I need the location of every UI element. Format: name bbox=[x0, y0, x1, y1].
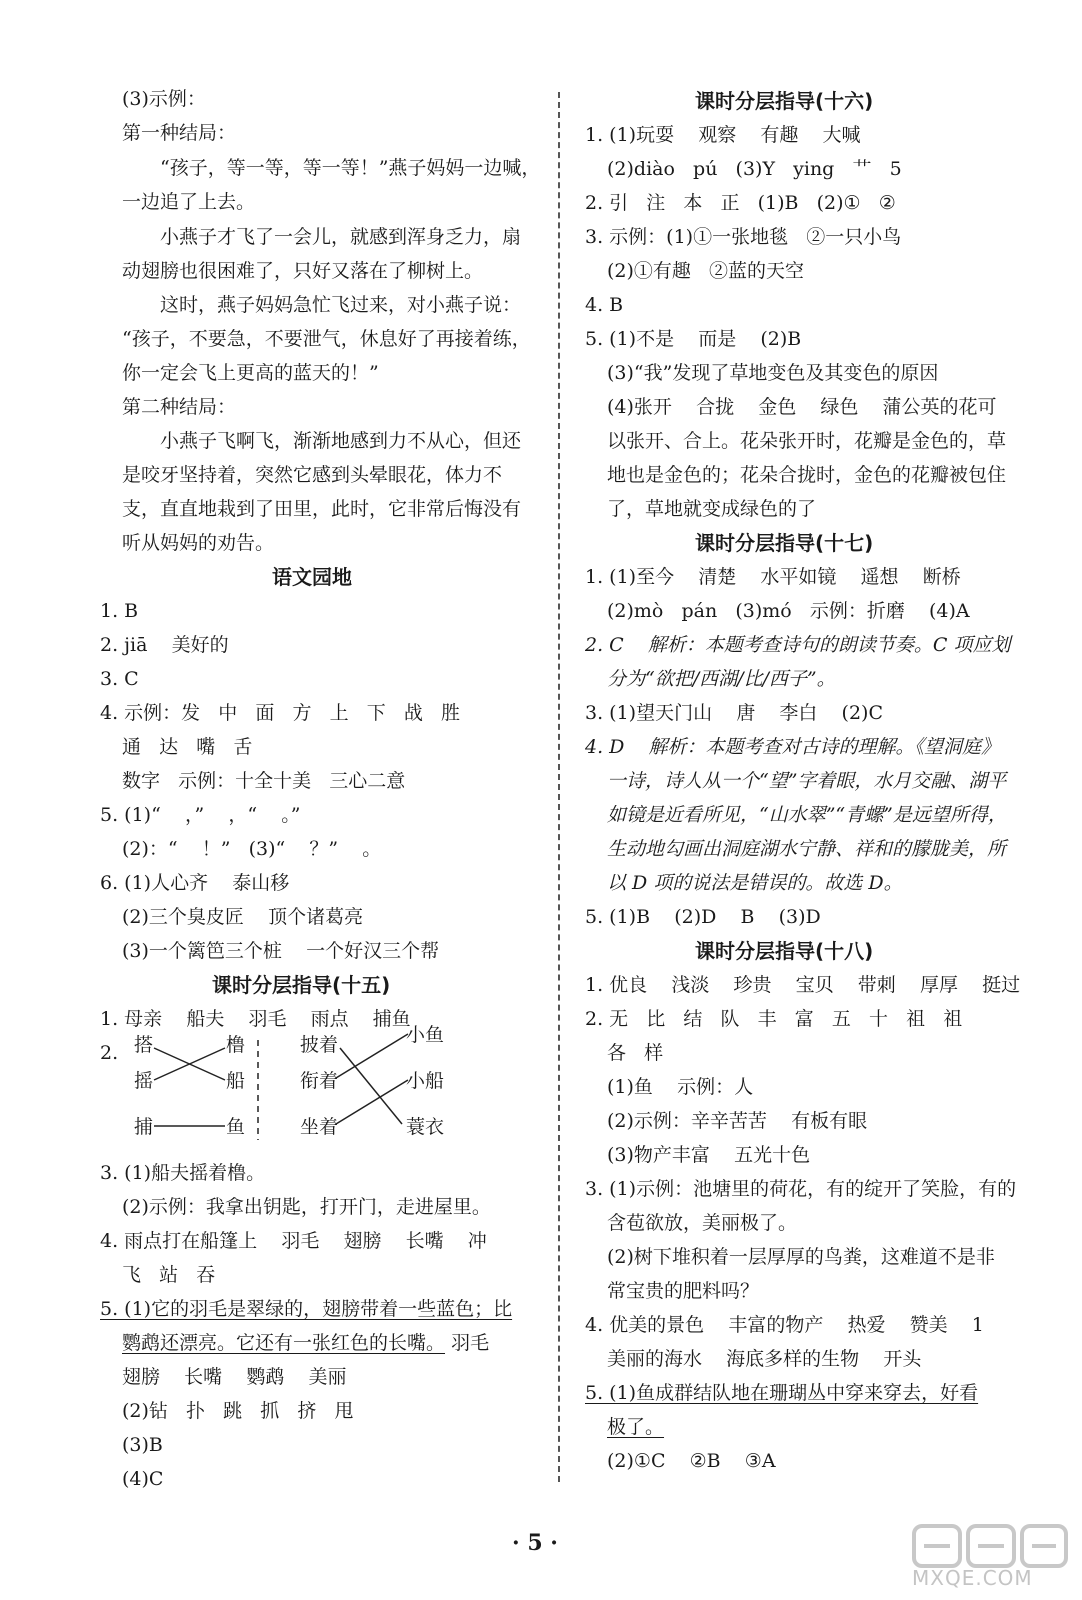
match-right-item: 鱼 bbox=[226, 1116, 246, 1138]
text-line: “孩子，不要急，不要泄气，休息好了再接着练， bbox=[122, 328, 531, 350]
answer-line: (4)张开 合拢 金色 绿色 蒲公英的花可 bbox=[607, 396, 997, 418]
answer-line: (2)钻 扑 跳 抓 挤 甩 bbox=[122, 1400, 354, 1422]
answer-line: 3. (1)示例：池塘里的荷花，有的绽开了笑脸，有的 bbox=[585, 1178, 1017, 1200]
answer-line: 各 样 bbox=[607, 1042, 664, 1064]
text-line: 支，直直地栽到了田里，此时，它非常后悔没有 bbox=[122, 498, 522, 520]
answer-line: 2. bbox=[100, 1042, 119, 1064]
match-right-item: 小鱼 bbox=[406, 1024, 445, 1046]
answer-line: 3. C bbox=[100, 668, 139, 690]
answer-line: 2. 引 注 本 正 (1)B (2)① ② bbox=[585, 192, 896, 214]
answer-line: 常宝贵的肥料吗？ bbox=[607, 1280, 760, 1302]
answer-line: (2)示例：辛辛苦苦 有板有眼 bbox=[607, 1110, 868, 1132]
answer-line: 美丽的海水 海底多样的生物 开头 bbox=[607, 1348, 922, 1370]
answer-line: 4. 雨点打在船篷上 羽毛 翅膀 长嘴 冲 bbox=[100, 1230, 487, 1252]
match-right-item: 船 bbox=[226, 1070, 246, 1092]
answer-line: 4. B bbox=[585, 294, 624, 316]
answer-line: 生动地勾画出洞庭湖水宁静、祥和的朦胧美，所 bbox=[607, 838, 1007, 860]
match-left-item: 坐着 bbox=[300, 1116, 339, 1138]
match-line bbox=[340, 1048, 402, 1124]
answer-line: 含苞欲放，美丽极了。 bbox=[607, 1212, 798, 1234]
answer-line-underlined: 5. (1)鱼成群结队地在珊瑚丛中穿来穿去，好看 bbox=[585, 1382, 979, 1404]
answer-line: 1. (1)玩耍 观察 有趣 大喊 bbox=[585, 124, 861, 146]
answer-line: (2)树下堆积着一层厚厚的鸟粪，这难道不是非 bbox=[607, 1246, 995, 1268]
match-left-item: 衔着 bbox=[300, 1070, 339, 1092]
text-line: 是咬牙坚持着，突然它感到头晕眼花，体力不 bbox=[122, 464, 503, 486]
answer-line: 以张开、合上。花朵张开时，花瓣是金色的，草 bbox=[607, 430, 1007, 452]
text-line: 你一定会飞上更高的蓝天的！” bbox=[122, 362, 379, 384]
text-line: (3)示例： bbox=[122, 88, 206, 110]
text-line: 小燕子才飞了一会儿，就感到浑身乏力，扇 bbox=[160, 226, 522, 248]
answer-line: 4. 优美的景色 丰富的物产 热爱 赞美 1 bbox=[585, 1314, 984, 1336]
answer-line: (2)：“ ！” (3)“ ？” 。 bbox=[122, 838, 382, 860]
answer-line: 地也是金色的；花朵合拢时，金色的花瓣被包住 bbox=[607, 464, 1007, 486]
text-line: 一边追了上去。 bbox=[122, 191, 256, 213]
answer-line: (2)示例：我拿出钥匙，打开门，走进屋里。 bbox=[122, 1196, 491, 1218]
underlined-sentence: 鹦鹉还漂亮。它还有一张红色的长嘴。 bbox=[122, 1332, 446, 1354]
answer-line: (2)diào pú (3)Y ying 艹 5 bbox=[607, 158, 902, 180]
text-line: “孩子，等一等，等一等！”燕子妈妈一边喊， bbox=[160, 157, 541, 179]
answer-line: 2. jiā 美好的 bbox=[100, 634, 229, 656]
match-right-item: 小船 bbox=[406, 1070, 445, 1092]
answer-line: (3)物产丰富 五光十色 bbox=[607, 1144, 811, 1166]
answer-line: 一诗，诗人从一个“望”字着眼，水月交融、湖平 bbox=[607, 770, 1007, 792]
answer-line: 如镜是近看所见，“山水翠”“青螺”是远望所得， bbox=[607, 804, 1007, 826]
answer-line: (2)mò pán (3)mó 示例：折磨 (4)A bbox=[607, 600, 970, 622]
answer-line: 5. (1)“ ，” ，“ 。” bbox=[100, 804, 301, 826]
answer-line: 数字 示例：十全十美 三心二意 bbox=[122, 770, 406, 792]
answer-line: (2)三个臭皮匠 顶个诸葛亮 bbox=[122, 906, 364, 928]
answer-line: 1. B bbox=[100, 600, 139, 622]
match-left-item: 搭 bbox=[134, 1034, 154, 1056]
answer-line: 5. (1)不是 而是 (2)B bbox=[585, 328, 802, 350]
answer-line: (3)一个篱笆三个桩 一个好汉三个帮 bbox=[122, 940, 440, 962]
page-number: · 5 · bbox=[512, 1530, 558, 1556]
section-heading: 语文园地 bbox=[272, 565, 352, 589]
column-divider bbox=[558, 92, 560, 1482]
answer-word: 羽毛 bbox=[451, 1332, 490, 1354]
section-heading: 课时分层指导(十五) bbox=[212, 973, 391, 997]
match-left-item: 捕 bbox=[134, 1116, 154, 1138]
answer-line: (3)“我”发现了草地变色及其变色的原因 bbox=[607, 362, 939, 384]
section-heading: 课时分层指导(十七) bbox=[695, 531, 874, 555]
section-heading: 课时分层指导(十八) bbox=[695, 939, 874, 963]
answer-line: 1. (1)至今 清楚 水平如镜 遥想 断桥 bbox=[585, 566, 961, 588]
answer-line: 3. (1)船夫摇着橹。 bbox=[100, 1162, 266, 1184]
answer-line: 分为“欲把/西湖/比/西子”。 bbox=[607, 668, 836, 690]
match-left-item: 披着 bbox=[300, 1034, 339, 1056]
text-line: 第一种结局： bbox=[122, 122, 237, 144]
text-line: 小燕子飞啊飞，渐渐地感到力不从心，但还 bbox=[160, 430, 522, 452]
answer-line: (2)①C ②B ③A bbox=[607, 1450, 776, 1472]
match-right-item: 蓑衣 bbox=[406, 1116, 445, 1138]
answer-line-underlined: 5. (1)它的羽毛是翠绿的，翅膀带着一些蓝色；比 bbox=[100, 1298, 513, 1320]
text-line: 这时，燕子妈妈急忙飞过来，对小燕子说： bbox=[160, 294, 522, 316]
answer-line: 通 达 嘴 舌 bbox=[122, 736, 253, 758]
answer-line-underlined: 极了。 bbox=[607, 1416, 665, 1438]
match-left-item: 摇 bbox=[134, 1070, 154, 1092]
match-right-item: 橹 bbox=[226, 1034, 246, 1056]
answer-line: (2)①有趣 ②蓝的天空 bbox=[607, 260, 805, 282]
answer-line: 5. (1)B (2)D B (3)D bbox=[585, 906, 821, 928]
answer-line: 翅膀 长嘴 鹦鹉 美丽 bbox=[122, 1366, 347, 1388]
section-heading: 课时分层指导(十六) bbox=[695, 89, 874, 113]
text-line: 听从妈妈的劝告。 bbox=[122, 532, 275, 554]
answer-line: 1. 母亲 船夫 羽毛 雨点 捕鱼 bbox=[100, 1008, 411, 1030]
answer-line: (1)鱼 示例：人 bbox=[607, 1076, 754, 1098]
answer-line: 2. C 解析：本题考查诗句的朗读节奏。C 项应划 bbox=[585, 634, 1011, 656]
answer-line: 了，草地就变成绿色的了 bbox=[607, 498, 817, 520]
text-line: 动翅膀也很困难了，只好又落在了柳树上。 bbox=[122, 260, 484, 282]
watermark-text: MXQE.COM bbox=[912, 1566, 1033, 1590]
answer-line: 飞 站 吞 bbox=[122, 1264, 216, 1286]
answer-line: 4. D 解析：本题考查对古诗的理解。《望洞庭》 bbox=[585, 736, 1001, 758]
answer-line: 2. 无 比 结 队 丰 富 五 十 祖 祖 bbox=[585, 1008, 963, 1030]
answer-line: 6. (1)人心齐 泰山移 bbox=[100, 872, 290, 894]
answer-line: 3. (1)望天门山 唐 李白 (2)C bbox=[585, 702, 884, 724]
answer-line: 4. 示例：发 中 面 方 上 下 战 胜 bbox=[100, 702, 460, 724]
answer-line: (4)C bbox=[122, 1468, 164, 1490]
answer-line: 以 D 项的说法是错误的。故选 D。 bbox=[607, 872, 903, 894]
answer-line: 3. 示例：(1)①一张地毯 ②一只小鸟 bbox=[585, 226, 902, 248]
answer-line: (3)B bbox=[122, 1434, 163, 1456]
text-line: 第二种结局： bbox=[122, 396, 237, 418]
answer-line: 1. 优良 浅淡 珍贵 宝贝 带刺 厚厚 挺过 bbox=[585, 974, 1021, 996]
